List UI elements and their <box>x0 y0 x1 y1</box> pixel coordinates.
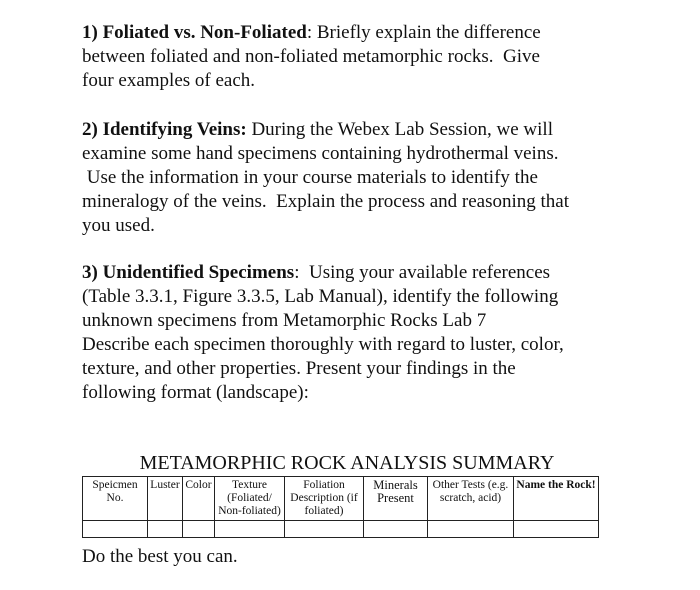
q3-line: following format (landscape): <box>82 382 309 403</box>
table-cell <box>428 521 514 538</box>
q2-line: Use the information in your course materials to identify the <box>82 167 538 188</box>
q3-line: unknown specimens from Metamorphic Rocks Lab 7 <box>82 310 487 331</box>
header-foliation: Foliation Description (if foliated) <box>285 477 364 521</box>
q3-line: (Table 3.3.1, Figure 3.3.5, Lab Manual), identify the following <box>82 286 559 307</box>
table-cell <box>183 521 215 538</box>
table-cell <box>364 521 428 538</box>
q1-line: between foliated and non-foliated metamorphic rocks. Give <box>82 46 540 67</box>
q2-line: examine some hand specimens containing hydrothermal veins. <box>82 143 559 164</box>
table-cell <box>148 521 183 538</box>
table-header-row <box>83 477 599 521</box>
header-luster: Luster <box>148 477 183 521</box>
q1-heading: 1) Foliated vs. Non-Foliated <box>82 22 307 43</box>
q2-line <box>82 119 553 141</box>
header-name-rock: Name the Rock! <box>514 477 599 521</box>
table-cell <box>83 521 148 538</box>
table-row <box>83 521 599 538</box>
table-cell <box>514 521 599 538</box>
q3-line <box>82 262 550 284</box>
table-cell <box>285 521 364 538</box>
table-title <box>0 452 700 475</box>
table-title-text: METAMORPHIC ROCK ANALYSIS SUMMARY <box>139 452 555 474</box>
q2-line: mineralogy of the veins. Explain the process and reasoning that <box>82 191 570 212</box>
q1-text: : Briefly explain the difference <box>306 22 541 43</box>
footer-note: Do the best you can. <box>82 546 238 567</box>
q3-text: : Using your available references <box>294 262 551 283</box>
header-color: Color <box>183 477 215 521</box>
q2-line: you used. <box>82 215 155 236</box>
q2-heading: 2) Identifying Veins: <box>82 119 247 140</box>
header-minerals: Minerals Present <box>364 477 428 521</box>
header-texture: Texture (Foliated/ Non-foliated) <box>215 477 285 521</box>
q2-text: During the Webex Lab Session, we will <box>246 119 553 140</box>
q3-heading: 3) Unidentified Specimens <box>82 262 295 283</box>
header-specimen: Speicmen No. <box>83 477 148 521</box>
q3-line: texture, and other properties. Present your findings in the <box>82 358 516 379</box>
table-cell <box>215 521 285 538</box>
q3-line: Describe each specimen thoroughly with regard to luster, color, <box>82 334 564 355</box>
q1-line <box>82 22 541 44</box>
header-other-tests: Other Tests (e.g. scratch, acid) <box>428 477 514 521</box>
analysis-table <box>82 476 599 538</box>
q1-line: four examples of each. <box>82 70 256 91</box>
